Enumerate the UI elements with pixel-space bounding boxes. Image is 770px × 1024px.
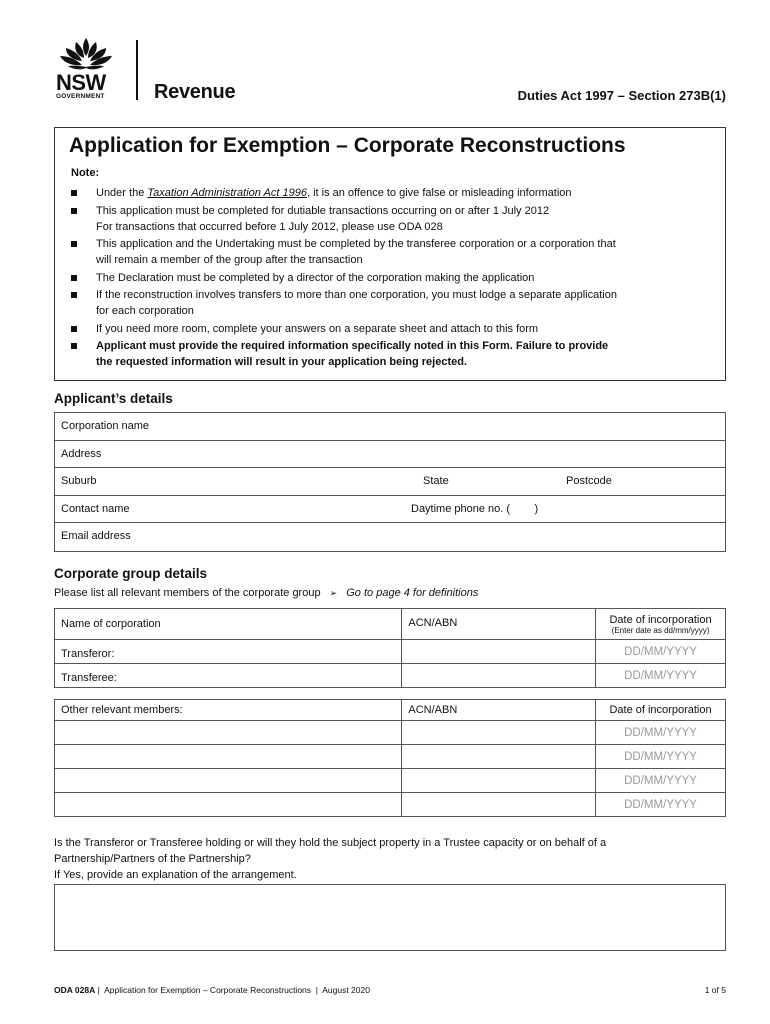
trustee-question <box>54 835 726 883</box>
transferor-transferee-table <box>54 608 726 688</box>
member-name-cell[interactable] <box>55 721 402 745</box>
note-item <box>71 203 713 235</box>
row-label: Transferor: <box>61 648 115 660</box>
member-acn-cell[interactable] <box>402 793 596 817</box>
member-date-cell[interactable]: DD/MM/YYYY <box>596 793 726 817</box>
note-text: Applicant must provide the required information specifically noted in this Form. Failure to provide <box>96 340 609 352</box>
table-row <box>55 640 726 664</box>
table-header-row <box>55 700 726 721</box>
col-header: Other relevant members: <box>55 700 402 721</box>
member-acn-cell[interactable] <box>402 769 596 793</box>
field-label: Corporation name <box>61 420 150 432</box>
nsw-government-logo <box>54 36 118 102</box>
member-acn-cell[interactable] <box>402 745 596 769</box>
note-text: Under the <box>96 187 148 199</box>
other-members-table <box>54 699 726 817</box>
page-header <box>54 36 726 108</box>
taxation-act-link[interactable]: Taxation Administration Act 1996 <box>147 187 307 199</box>
note-item <box>71 338 713 370</box>
field-label: Contact name <box>61 502 130 515</box>
note-text: for each corporation <box>96 305 194 317</box>
logo-nsw-text: NSW <box>56 70 106 95</box>
table-row <box>55 664 726 688</box>
instruction-text: Please list all relevant members of the corporate group <box>54 587 321 599</box>
transferor-name-cell[interactable] <box>55 640 402 664</box>
table-row <box>55 793 726 817</box>
field-label: Postcode <box>566 475 612 488</box>
notes-list <box>71 185 713 370</box>
bullet-square-icon <box>71 190 77 196</box>
note-text: For transactions that occurred before 1 July 2012, please use ODA 028 <box>96 220 443 233</box>
note-text: If you need more room, complete your answers on a separate sheet and attach to this form <box>96 322 539 335</box>
col-header: Name of corporation <box>55 609 402 640</box>
note-item <box>71 321 713 337</box>
date-format-hint: (Enter date as dd/mm/yyyy) <box>611 625 710 635</box>
member-name-cell[interactable] <box>55 745 402 769</box>
table-row <box>55 745 726 769</box>
member-name-cell[interactable] <box>55 793 402 817</box>
agency-name: Revenue <box>154 81 236 103</box>
note-item <box>71 270 713 286</box>
transferee-acn-cell[interactable] <box>402 664 596 688</box>
member-date-cell[interactable]: DD/MM/YYYY <box>596 745 726 769</box>
field-label: Email address <box>61 530 131 543</box>
member-name-cell[interactable] <box>55 769 402 793</box>
waratah-icon <box>54 36 118 72</box>
member-date-cell[interactable]: DD/MM/YYYY <box>596 769 726 793</box>
title-notes-box <box>54 127 726 381</box>
question-text: Partnership/Partners of the Partnership? <box>54 853 251 865</box>
bullet-square-icon <box>71 292 77 298</box>
transferor-acn-cell[interactable] <box>402 640 596 664</box>
note-text: This application must be completed for dutiable transactions occurring on or after 1 July 2012 <box>96 204 550 217</box>
logo-government-text: GOVERNMENT <box>56 93 105 100</box>
note-text: the requested information will result in your application being rejected. <box>96 356 468 368</box>
field-label: Suburb <box>61 475 97 488</box>
note-item <box>71 287 713 319</box>
member-date-cell[interactable]: DD/MM/YYYY <box>596 721 726 745</box>
page-number: 1 of 5 <box>704 985 726 995</box>
note-text: If the reconstruction involves transfers to more than one corporation, you must lodge a separate application <box>96 289 617 301</box>
applicant-details-heading: Applicant’s details <box>54 391 173 406</box>
question-text: If Yes, provide an explanation of the arrangement. <box>54 869 297 881</box>
note-item <box>71 185 713 201</box>
note-item <box>71 236 713 268</box>
row-label: Transferee: <box>61 672 117 684</box>
arrow-right-icon: ➢ <box>329 588 338 598</box>
date-header-text: Date of incorporation <box>609 613 712 626</box>
arrangement-explanation-textarea[interactable] <box>54 884 726 951</box>
bullet-square-icon <box>71 275 77 281</box>
transferor-date-cell[interactable]: DD/MM/YYYY <box>596 640 726 664</box>
table-header-row <box>55 609 726 640</box>
corporation-name-field[interactable] <box>55 413 725 441</box>
question-text: Is the Transferor or Transferee holding or will they hold the subject property in a Trustee capacity or on behalf of a <box>54 837 607 849</box>
bullet-square-icon <box>71 241 77 247</box>
bullet-square-icon <box>71 208 77 214</box>
logo-divider <box>136 40 138 100</box>
col-header <box>596 609 726 640</box>
col-header: Date of incorporation <box>596 700 726 721</box>
suburb-state-postcode-row[interactable] <box>55 468 725 496</box>
note-text: , it is an offence to give false or misleading information <box>306 187 572 199</box>
form-code: ODA 028A <box>54 985 96 995</box>
note-text: will remain a member of the group after the transaction <box>96 254 363 266</box>
field-label: Address <box>61 447 102 460</box>
definitions-link[interactable]: Go to page 4 for definitions <box>346 587 479 599</box>
table-row <box>55 721 726 745</box>
contact-phone-row[interactable] <box>55 496 725 524</box>
corporate-group-instruction <box>54 587 478 599</box>
corporate-group-heading: Corporate group details <box>54 566 208 581</box>
form-title: Application for Exemption – Corporate Reconstructions <box>69 134 626 157</box>
transferee-date-cell[interactable]: DD/MM/YYYY <box>596 664 726 688</box>
col-header: ACN/ABN <box>402 700 596 721</box>
member-acn-cell[interactable] <box>402 721 596 745</box>
page-footer <box>54 985 726 995</box>
col-header: ACN/ABN <box>402 609 596 640</box>
bullet-square-icon <box>71 326 77 332</box>
field-label: State <box>423 475 449 488</box>
field-label: Daytime phone no. ( ) <box>411 502 539 515</box>
act-reference: Duties Act 1997 – Section 273B(1) <box>517 88 726 103</box>
note-label: Note: <box>71 167 100 179</box>
table-row <box>55 769 726 793</box>
email-field[interactable] <box>55 523 725 551</box>
transferee-name-cell[interactable] <box>55 664 402 688</box>
bullet-square-icon <box>71 343 77 349</box>
footer-text: | Application for Exemption – Corporate Reconstructions | August 2020 <box>95 985 370 995</box>
address-field[interactable] <box>55 441 725 469</box>
note-text: The Declaration must be completed by a director of the corporation making the application <box>96 271 535 284</box>
note-text: This application and the Undertaking must be completed by the transferee corporation or a corporation that <box>96 238 616 250</box>
applicant-details-table <box>54 412 726 552</box>
